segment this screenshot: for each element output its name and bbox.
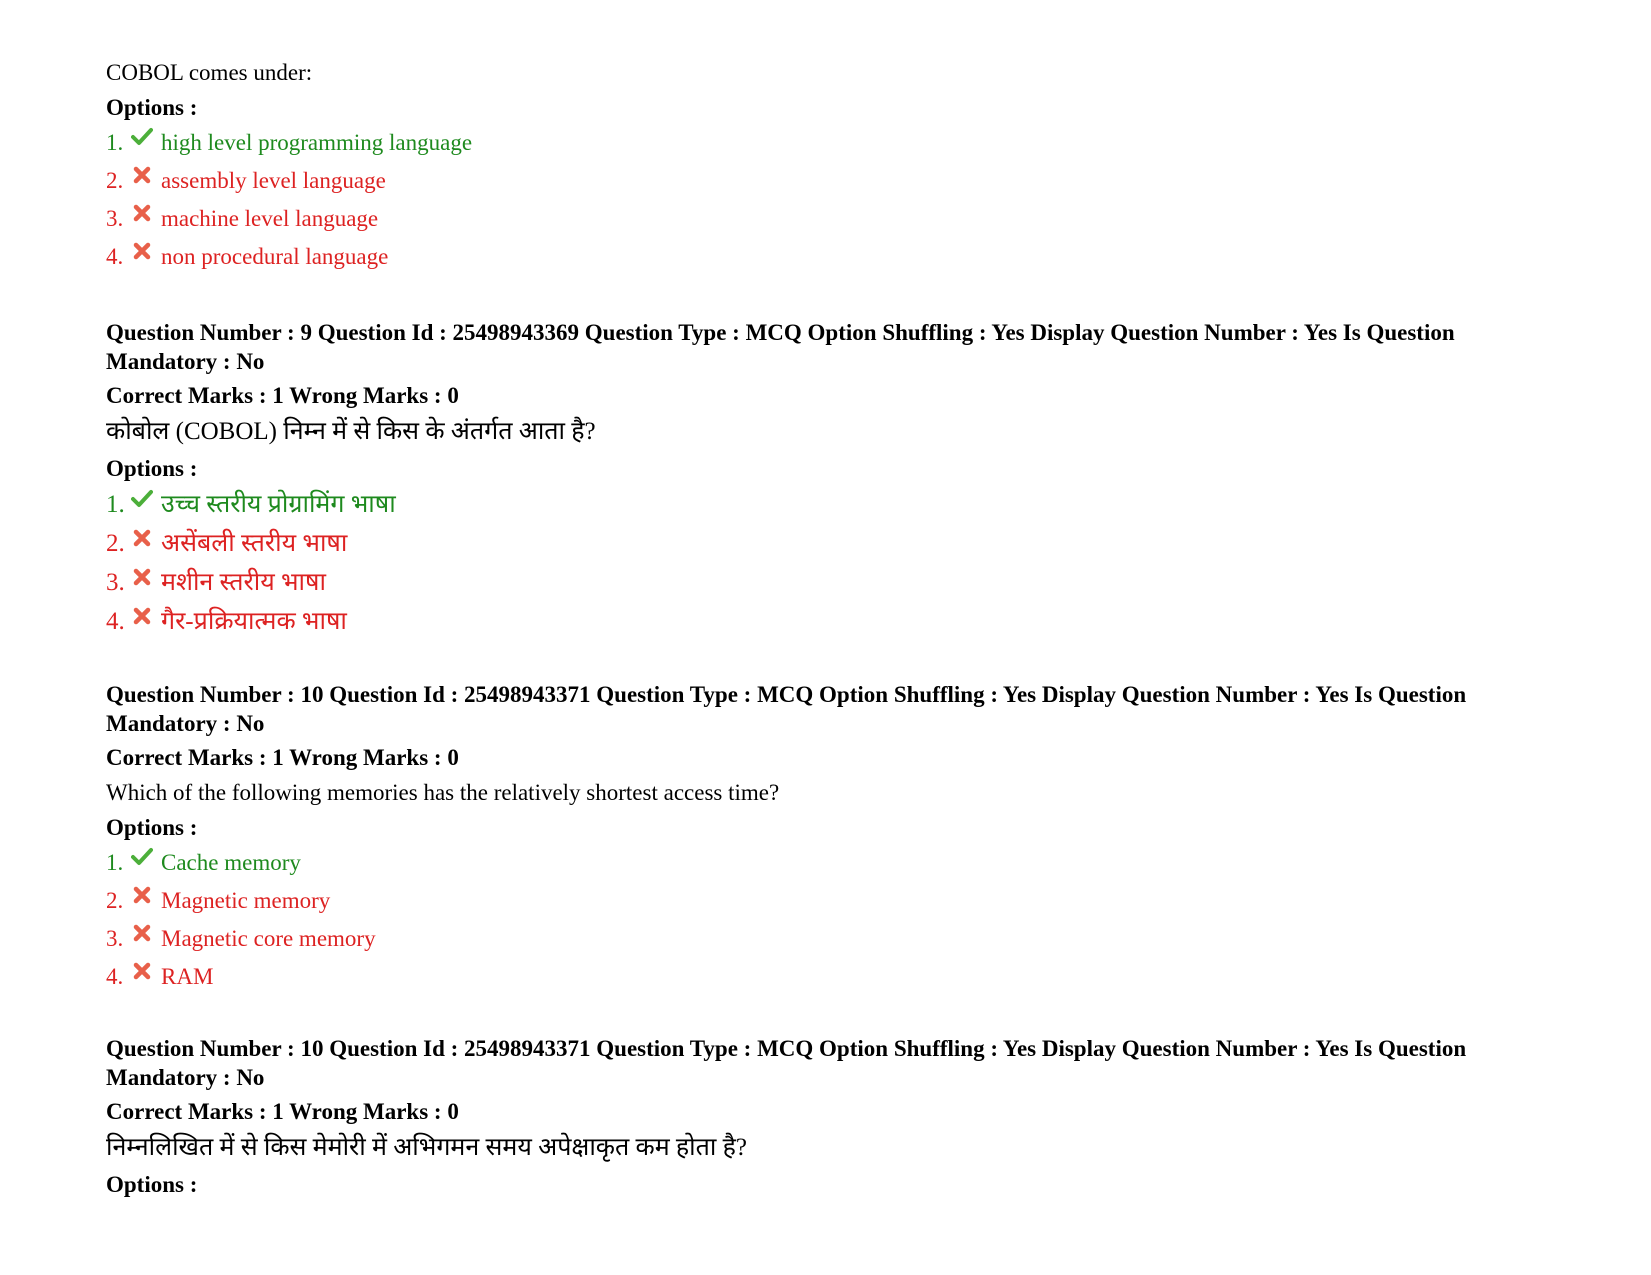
question-block: [106, 680, 1546, 992]
option-text: उच्च स्तरीय प्रोग्रामिंग भाषा: [161, 491, 396, 518]
option-text: machine level language: [161, 206, 379, 231]
cross-icon: [131, 566, 153, 588]
option-text: असेंबली स्तरीय भाषा: [161, 530, 348, 557]
option-item: [106, 528, 1546, 560]
question-text: कोबोल (COBOL) निम्न में से किस के अंतर्गत आता है?: [106, 418, 596, 445]
question-header: Question Number : 10 Question Id : 25498943371 Question Type : MCQ Option Shuffling : Yes Display Question Number : Yes Is Question Mandatory : No: [106, 682, 1467, 736]
option-item: [106, 962, 1546, 992]
option-text: मशीन स्तरीय भाषा: [161, 569, 326, 596]
option-text: non procedural language: [161, 244, 389, 269]
options-label: Options :: [106, 1172, 198, 1197]
option-item: [106, 924, 1546, 954]
option-text: Cache memory: [161, 850, 301, 875]
check-icon: [131, 488, 153, 510]
question-text: COBOL comes under:: [106, 60, 313, 85]
option-item: [106, 567, 1546, 599]
cross-icon: [131, 884, 153, 906]
option-number: 4.: [106, 964, 124, 989]
option-text: RAM: [161, 964, 214, 989]
option-text: गैर-प्रक्रियात्मक भाषा: [161, 608, 347, 635]
question-text: Which of the following memories has the relatively shortest access time?: [106, 780, 780, 805]
option-item: [106, 886, 1546, 916]
option-number: 3.: [106, 206, 124, 231]
cross-icon: [131, 922, 153, 944]
option-number: 3.: [106, 926, 124, 951]
options-label: Options :: [106, 95, 198, 120]
option-text: Magnetic core memory: [161, 926, 376, 951]
question-block: [106, 58, 1546, 272]
option-item: [106, 242, 1546, 272]
marks-info: Correct Marks : 1 Wrong Marks : 0: [106, 745, 459, 770]
question-header: Question Number : 10 Question Id : 25498943371 Question Type : MCQ Option Shuffling : Yes Display Question Number : Yes Is Question Mandatory : No: [106, 1036, 1467, 1090]
cross-icon: [131, 605, 153, 627]
option-text: high level programming language: [161, 130, 473, 155]
marks-info: Correct Marks : 1 Wrong Marks : 0: [106, 1099, 459, 1124]
option-number: 4.: [106, 244, 124, 269]
cross-icon: [131, 164, 153, 186]
option-text: assembly level language: [161, 168, 386, 193]
question-block: [106, 318, 1546, 638]
option-number: 4.: [106, 608, 125, 635]
option-text: Magnetic memory: [161, 888, 331, 913]
question-paper: [106, 58, 1546, 1242]
cross-icon: [131, 240, 153, 262]
option-item: [106, 848, 1546, 878]
question-text: निम्नलिखित में से किस मेमोरी में अभिगमन समय अपेक्षाकृत कम होता है?: [106, 1134, 747, 1161]
question-block: [106, 1034, 1546, 1200]
cross-icon: [131, 960, 153, 982]
option-item: [106, 128, 1546, 158]
option-number: 2.: [106, 168, 124, 193]
option-number: 1.: [106, 850, 124, 875]
check-icon: [131, 846, 153, 868]
option-number: 2.: [106, 888, 124, 913]
option-number: 1.: [106, 130, 124, 155]
cross-icon: [131, 202, 153, 224]
option-item: [106, 606, 1546, 638]
check-icon: [131, 126, 153, 148]
option-item: [106, 166, 1546, 196]
cross-icon: [131, 527, 153, 549]
marks-info: Correct Marks : 1 Wrong Marks : 0: [106, 383, 459, 408]
option-number: 2.: [106, 530, 125, 557]
option-number: 1.: [106, 491, 125, 518]
option-item: [106, 204, 1546, 234]
option-number: 3.: [106, 569, 125, 596]
options-label: Options :: [106, 815, 198, 840]
question-header: Question Number : 9 Question Id : 25498943369 Question Type : MCQ Option Shuffling : Yes Display Question Number : Yes Is Question Mandatory : No: [106, 320, 1455, 374]
options-label: Options :: [106, 456, 198, 481]
option-item: [106, 489, 1546, 521]
